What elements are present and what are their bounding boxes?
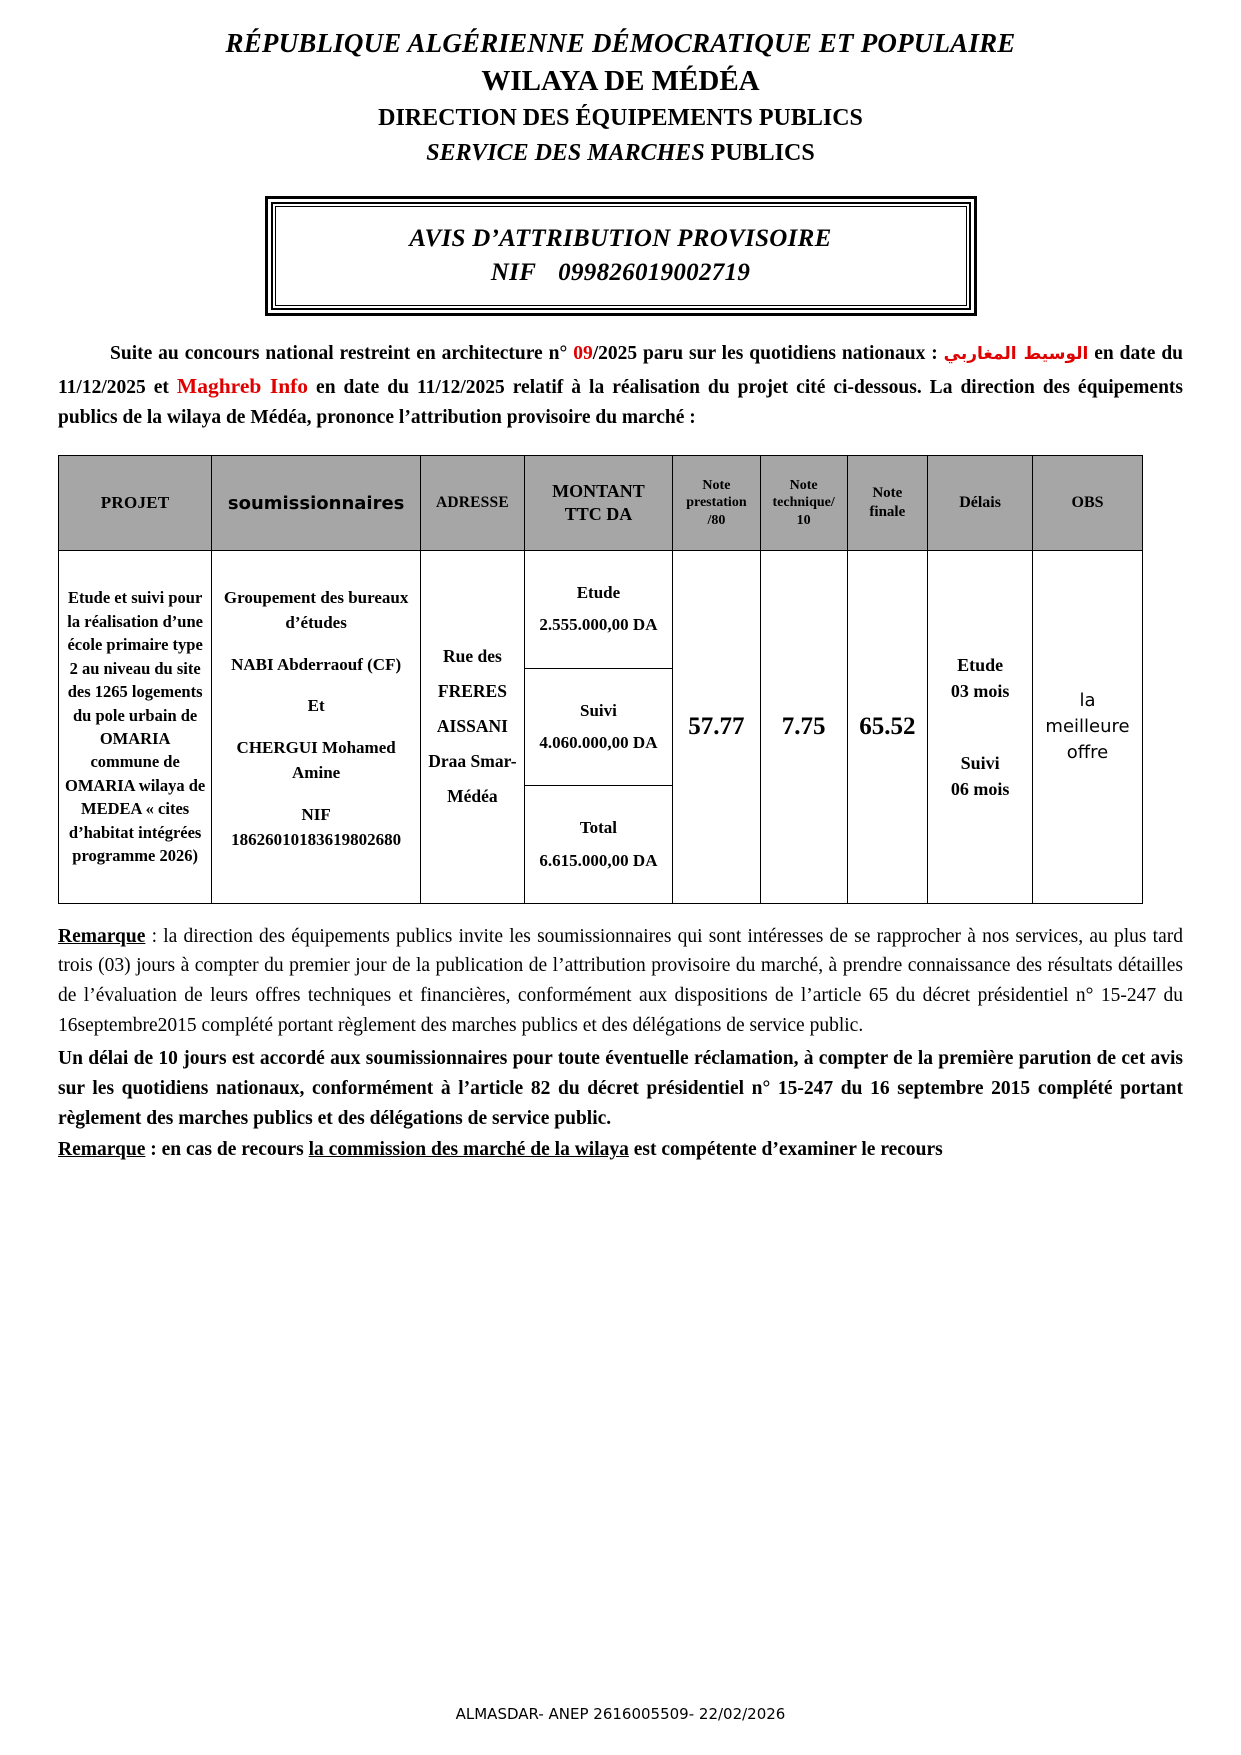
col-header-adresse: ADRESSE: [420, 456, 524, 551]
obs-l1: la: [1079, 689, 1096, 711]
table-row: [59, 551, 1143, 904]
tender-number: 09: [573, 343, 593, 365]
remarque-first-label: Remarque: [58, 925, 146, 947]
cell-soumissionnaire: [212, 551, 421, 904]
col-header-montant-l2: TTC DA: [564, 504, 633, 525]
notice-nif-line: [286, 259, 956, 287]
delais-etude-label: Etude: [957, 654, 1004, 675]
col-header-montant-l1: MONTANT: [552, 480, 645, 501]
intro-paragraph: [58, 339, 1183, 433]
remarque-first-paragraph: [58, 922, 1183, 1041]
note-technique-l1: Note: [789, 477, 818, 493]
remarque-second: [58, 1135, 1183, 1165]
header-direction-line: DIRECTION DES ÉQUIPEMENTS PUBLICS: [378, 104, 863, 131]
note-technique-l2: technique/: [772, 495, 835, 511]
soumissionnaire-line1: Groupement des bureaux d’études: [223, 587, 409, 633]
cell-montant: [524, 551, 672, 904]
newspaper-arabic-name: الوسيط المغاربي: [943, 344, 1089, 365]
remarque-second-tail: est compétente d’examiner le recours: [628, 1139, 943, 1161]
cell-projet: Etude et suivi pour la réalisation d’une école primaire type 2 au niveau du site des 1265 logements du pole urbain de OMARIA commune de OMARIA wilaya de MEDEA « cites d’habitat intégrées programme 2026): [59, 551, 212, 904]
adresse-l3: AISSANI: [436, 716, 508, 737]
intro-part5: en date du 11/12/2025 relatif à la réalisation du projet cité ci-dessous. La direction des équipements publics de la wilaya de Médéa, prononce l’attribution provisoire du marché :: [58, 376, 1184, 428]
remarque-second-underlined: la commission des marché de la wilaya: [308, 1139, 629, 1161]
remarque-first: [58, 922, 1183, 1041]
attribution-table: [58, 455, 1143, 904]
remarque-second-mid: : en cas de recours: [145, 1139, 309, 1161]
intro-part2: au concours national restreint en architecture n°: [152, 343, 574, 365]
notice-title-border-mid: [271, 202, 971, 310]
note-finale-l1: Note: [872, 485, 903, 502]
col-header-montant: [524, 456, 672, 551]
header-service-italic: SERVICE DES MARCHES: [426, 139, 705, 166]
col-header-projet: PROJET: [59, 456, 212, 551]
montant-stack: [525, 551, 672, 903]
montant-total-value: 6.615.000,00 DA: [539, 850, 658, 870]
soumissionnaire-nif: [218, 802, 414, 853]
obs-l2: meilleure: [1045, 715, 1130, 737]
note-prestation-l1: Note: [702, 477, 731, 493]
montant-etude: [525, 551, 672, 669]
delay-paragraph: [58, 1044, 1183, 1133]
montant-suivi: [525, 669, 672, 787]
adresse-l1: Rue des: [443, 646, 502, 667]
soumissionnaire-nif-value: 18626010183619802680: [231, 830, 402, 850]
remarque-second-label: Remarque: [58, 1139, 146, 1161]
delais-spacer: [929, 704, 1031, 750]
intro-part4: en date du 11/12/2025 et: [58, 343, 1184, 398]
cell-note-technique: 7.75: [760, 551, 847, 904]
cell-obs: [1033, 551, 1143, 904]
table-header-row: [59, 456, 1143, 551]
newspaper-french-name: Maghreb Info: [176, 373, 309, 398]
notice-nif-value: 099826019002719: [558, 259, 751, 287]
cell-note-prestation: 57.77: [673, 551, 761, 904]
notice-title-border-inner: [275, 206, 967, 306]
cell-delais: [928, 551, 1033, 904]
montant-suivi-label: Suivi: [580, 700, 617, 720]
notice-title: AVIS D’ATTRIBUTION PROVISOIRE: [409, 225, 832, 253]
remarque-first-body: : la direction des équipements publics invite les soumissionnaires qui sont intéresses de se rapprocher à nos services, au plus tard trois (03) jours à compter du premier jour de la publication de l’attribution provisoire du marché, à prendre connaissance des résultats détailles de l’évaluation de leurs offres techniques et financières, conformément aux dispositions de l’article 65 du décret présidentiel n° 15-247 du 16septembre2015 complété portant règlement des marches publics et des délégations de service public.: [58, 925, 1183, 1036]
soumissionnaire-line2: NABI Abderraouf (CF): [231, 654, 402, 674]
col-header-note-technique: [760, 456, 847, 551]
obs-l3: offre: [1066, 741, 1109, 763]
montant-total: [525, 786, 672, 903]
cell-note-finale: 65.52: [847, 551, 928, 904]
note-technique-l3: 10: [796, 512, 811, 528]
montant-etude-value: 2.555.000,00 DA: [539, 615, 658, 635]
col-header-soumissionnaires: soumissionnaires: [212, 456, 421, 551]
adresse-l2: FRERES: [437, 681, 507, 702]
adresse-l5: Médéa: [447, 786, 498, 807]
col-header-note-finale: [847, 456, 928, 551]
intro-part1: Suite: [110, 343, 153, 365]
header-wilaya-line: WILAYA DE MÉDÉA: [481, 64, 760, 97]
notice-nif-label: NIF: [490, 259, 537, 287]
delais-etude-value: 03 mois: [950, 680, 1010, 701]
delais-suivi-label: Suivi: [960, 752, 1000, 773]
montant-suivi-value: 4.060.000,00 DA: [539, 732, 658, 752]
intro-part3: /2025 paru sur les quotidiens nationaux :: [592, 343, 944, 365]
note-prestation-l3: /80: [707, 512, 726, 528]
note-prestation-l2: prestation: [686, 495, 747, 511]
header-service-rest: PUBLICS: [704, 139, 815, 166]
soumissionnaire-line4: CHERGUI Mohamed Amine: [236, 737, 396, 783]
note-finale-l2: finale: [869, 504, 906, 521]
col-header-delais: Délais: [928, 456, 1033, 551]
delais-suivi-value: 06 mois: [950, 779, 1010, 800]
soumissionnaire-nif-label: NIF: [301, 804, 331, 824]
delay-paragraph-text: Un délai de 10 jours est accordé aux soumissionnaires pour toute éventuelle réclamation, à compter de la première parution de cet avis sur les quotidiens nationaux, conformément à l’article 82 du décret présidentiel n° 15-247 du 16 septembre 2015 complété portant règlement des marches publics et des délégations de service public.: [58, 1048, 1183, 1129]
header-service-line: [58, 137, 1183, 170]
montant-etude-label: Etude: [576, 583, 621, 603]
montant-total-label: Total: [579, 818, 618, 838]
page-footer: ALMASDAR- ANEP 2616005509- 22/02/2026: [455, 1705, 786, 1723]
col-header-obs: OBS: [1033, 456, 1143, 551]
notice-title-box: [265, 196, 977, 316]
soumissionnaire-line3: Et: [307, 696, 325, 716]
cell-adresse: [420, 551, 524, 904]
document-header: [58, 26, 1183, 170]
header-republic-line: RÉPUBLIQUE ALGÉRIENNE DÉMOCRATIQUE ET POPULAIRE: [225, 28, 1016, 58]
adresse-l4: Draa Smar-: [428, 751, 517, 772]
col-header-note-prestation: [673, 456, 761, 551]
